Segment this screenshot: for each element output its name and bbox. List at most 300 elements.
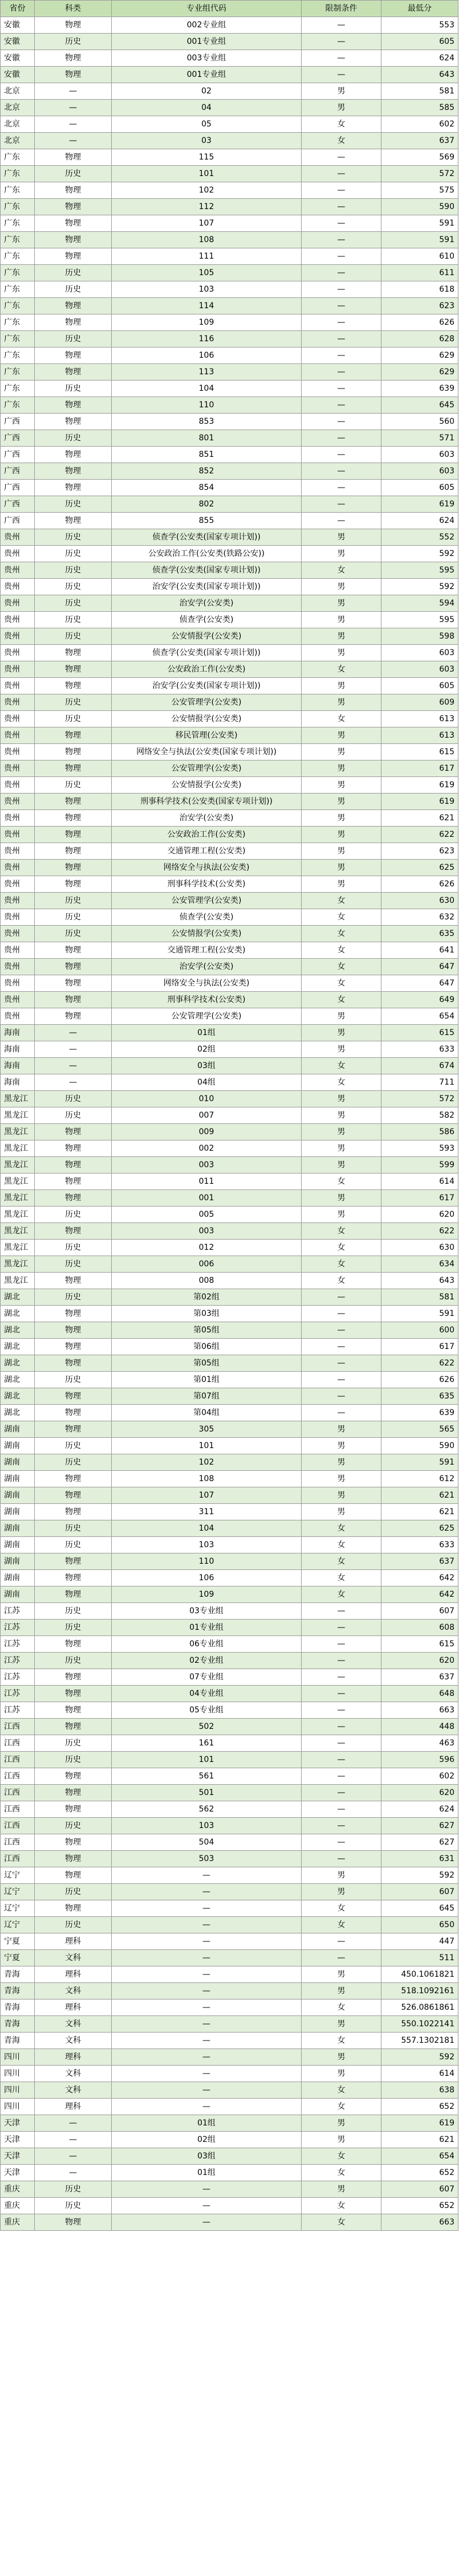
min-score-cell: 642 [381, 1587, 458, 1603]
table-row [1, 1537, 458, 1553]
subject-cell: 物理 [35, 744, 112, 760]
province-cell: 安徽 [1, 50, 35, 67]
major-group-cell: 107 [112, 215, 302, 232]
restriction-cell: 男 [302, 83, 381, 100]
province-cell: 海南 [1, 1041, 35, 1058]
restriction-cell: 女 [302, 926, 381, 942]
restriction-cell: 男 [302, 2049, 381, 2066]
min-score-cell: 645 [381, 397, 458, 414]
subject-cell: 物理 [35, 347, 112, 364]
min-score-cell: 603 [381, 661, 458, 678]
major-group-cell: 501 [112, 1785, 302, 1801]
major-group-cell: 03组 [112, 2148, 302, 2165]
major-group-cell: 107 [112, 1487, 302, 1504]
restriction-cell: 男 [302, 876, 381, 893]
subject-cell: 历史 [35, 166, 112, 182]
major-group-cell: 113 [112, 364, 302, 381]
table-row [1, 1008, 458, 1025]
subject-cell: 物理 [35, 1405, 112, 1421]
province-cell: 天津 [1, 2165, 35, 2181]
major-group-cell: 504 [112, 1834, 302, 1851]
major-group-cell: 刑事科学技术(公安类) [112, 876, 302, 893]
min-score-cell: 629 [381, 364, 458, 381]
restriction-cell: — [302, 1669, 381, 1686]
major-group-cell: 002 [112, 1140, 302, 1157]
subject-cell: 历史 [35, 926, 112, 942]
table-row [1, 628, 458, 645]
table-row [1, 1372, 458, 1388]
restriction-cell: — [302, 1834, 381, 1851]
restriction-cell: 女 [302, 116, 381, 133]
restriction-cell: 男 [302, 1454, 381, 1471]
table-row [1, 595, 458, 612]
min-score-cell: 526.0861861 [381, 2000, 458, 2016]
min-score-cell: 607 [381, 1884, 458, 1900]
major-group-cell: — [112, 2082, 302, 2099]
restriction-cell: — [302, 1636, 381, 1653]
table-row [1, 2099, 458, 2115]
province-cell: 黑龙江 [1, 1240, 35, 1256]
major-group-cell: 第04组 [112, 1405, 302, 1421]
table-row [1, 2214, 458, 2231]
major-group-cell: 第05组 [112, 1355, 302, 1372]
major-group-cell: — [112, 2016, 302, 2033]
table-row [1, 314, 458, 331]
province-cell: 湖南 [1, 1553, 35, 1570]
subject-cell: 物理 [35, 1306, 112, 1322]
major-group-cell: 009 [112, 1124, 302, 1140]
major-group-cell: 公安管理学(公安类) [112, 1008, 302, 1025]
major-group-cell: 公安管理学(公安类) [112, 760, 302, 777]
table-body [1, 17, 458, 2231]
province-cell: 黑龙江 [1, 1107, 35, 1124]
restriction-cell: — [302, 265, 381, 281]
province-cell: 湖北 [1, 1388, 35, 1405]
major-group-cell: 853 [112, 414, 302, 430]
major-group-cell: 治安学(公安类) [112, 959, 302, 975]
province-cell: 天津 [1, 2148, 35, 2165]
min-score-cell: 448 [381, 1719, 458, 1735]
min-score-cell: 633 [381, 1041, 458, 1058]
province-cell: 广西 [1, 463, 35, 480]
restriction-cell: 男 [302, 727, 381, 744]
subject-cell: 文科 [35, 1950, 112, 1966]
table-row [1, 1388, 458, 1405]
province-cell: 重庆 [1, 2214, 35, 2231]
major-group-cell: 852 [112, 463, 302, 480]
restriction-cell: 女 [302, 1058, 381, 1074]
major-group-cell: 01组 [112, 2165, 302, 2181]
major-group-cell: 02 [112, 83, 302, 100]
major-group-cell: 115 [112, 149, 302, 166]
table-row [1, 926, 458, 942]
restriction-cell: 男 [302, 810, 381, 827]
major-group-cell: 02专业组 [112, 1653, 302, 1669]
min-score-cell: 591 [381, 1454, 458, 1471]
min-score-cell: 625 [381, 1520, 458, 1537]
restriction-cell: 男 [302, 1091, 381, 1107]
major-group-cell: 网络安全与执法(公安类(国家专项计划)) [112, 744, 302, 760]
min-score-cell: 615 [381, 1025, 458, 1041]
subject-cell: 历史 [35, 331, 112, 347]
table-row [1, 1686, 458, 1702]
restriction-cell: 男 [302, 2115, 381, 2132]
min-score-cell: 624 [381, 50, 458, 67]
restriction-cell: 女 [302, 562, 381, 579]
province-cell: 江西 [1, 1801, 35, 1818]
table-row [1, 1917, 458, 1933]
table-row [1, 975, 458, 992]
restriction-cell: — [302, 1603, 381, 1620]
min-score-cell: 654 [381, 2148, 458, 2165]
min-score-cell: 648 [381, 1686, 458, 1702]
table-row [1, 1223, 458, 1240]
province-cell: 贵州 [1, 876, 35, 893]
province-cell: 贵州 [1, 942, 35, 959]
min-score-cell: 592 [381, 579, 458, 595]
subject-cell: 历史 [35, 1289, 112, 1306]
restriction-cell: 女 [302, 1173, 381, 1190]
subject-cell: 文科 [35, 2033, 112, 2049]
min-score-cell: 602 [381, 116, 458, 133]
restriction-cell: 女 [302, 975, 381, 992]
restriction-cell: — [302, 314, 381, 331]
province-cell: 贵州 [1, 661, 35, 678]
subject-cell: 物理 [35, 843, 112, 860]
major-group-cell: 第07组 [112, 1388, 302, 1405]
table-row [1, 645, 458, 661]
restriction-cell: 女 [302, 661, 381, 678]
subject-cell: 物理 [35, 232, 112, 248]
province-cell: 北京 [1, 100, 35, 116]
restriction-cell: 男 [302, 1884, 381, 1900]
min-score-cell: 608 [381, 1620, 458, 1636]
province-cell: 江苏 [1, 1620, 35, 1636]
table-row [1, 1570, 458, 1587]
table-row [1, 1322, 458, 1339]
subject-cell: 物理 [35, 1388, 112, 1405]
min-score-cell: 641 [381, 942, 458, 959]
restriction-cell: — [302, 381, 381, 397]
province-cell: 湖南 [1, 1587, 35, 1603]
restriction-cell: — [302, 1322, 381, 1339]
restriction-cell: 男 [302, 645, 381, 661]
table-row [1, 364, 458, 381]
restriction-cell: — [302, 1306, 381, 1322]
province-cell: 贵州 [1, 579, 35, 595]
province-cell: 江苏 [1, 1686, 35, 1702]
province-cell: 湖南 [1, 1421, 35, 1438]
major-group-cell: 公安情报学(公安类) [112, 777, 302, 794]
subject-cell: 物理 [35, 1421, 112, 1438]
table-row [1, 893, 458, 909]
province-cell: 贵州 [1, 595, 35, 612]
subject-cell: 物理 [35, 1355, 112, 1372]
province-cell: 黑龙江 [1, 1190, 35, 1207]
min-score-cell: 663 [381, 1702, 458, 1719]
major-group-cell: 002专业组 [112, 17, 302, 34]
min-score-cell: 635 [381, 926, 458, 942]
major-group-cell: — [112, 2198, 302, 2214]
min-score-cell: 511 [381, 1950, 458, 1966]
min-score-cell: 571 [381, 430, 458, 447]
min-score-cell: 593 [381, 1140, 458, 1157]
province-cell: 湖南 [1, 1438, 35, 1454]
min-score-cell: 552 [381, 529, 458, 546]
restriction-cell: 女 [302, 992, 381, 1008]
min-score-cell: 569 [381, 149, 458, 166]
table-row [1, 248, 458, 265]
table-row [1, 1884, 458, 1900]
min-score-cell: 663 [381, 2214, 458, 2231]
restriction-cell: 男 [302, 760, 381, 777]
subject-cell: 历史 [35, 265, 112, 281]
major-group-cell: 公安情报学(公安类) [112, 628, 302, 645]
subject-cell: 物理 [35, 298, 112, 314]
restriction-cell: 女 [302, 893, 381, 909]
restriction-cell: 男 [302, 1421, 381, 1438]
min-score-cell: 631 [381, 1851, 458, 1867]
subject-cell: 历史 [35, 1537, 112, 1553]
major-group-cell: 106 [112, 347, 302, 364]
table-row [1, 661, 458, 678]
major-group-cell: 105 [112, 265, 302, 281]
table-row [1, 1768, 458, 1785]
subject-cell: 历史 [35, 694, 112, 711]
restriction-cell: — [302, 1339, 381, 1355]
restriction-cell: — [302, 331, 381, 347]
province-cell: 重庆 [1, 2198, 35, 2214]
major-group-cell: 111 [112, 248, 302, 265]
major-group-cell: 102 [112, 1454, 302, 1471]
table-row [1, 1636, 458, 1653]
province-cell: 江苏 [1, 1653, 35, 1669]
subject-cell: 历史 [35, 1372, 112, 1388]
restriction-cell: 女 [302, 1553, 381, 1570]
min-score-cell: 652 [381, 2099, 458, 2115]
subject-cell: 物理 [35, 414, 112, 430]
table-row [1, 2016, 458, 2033]
table-row [1, 1620, 458, 1636]
province-cell: 贵州 [1, 827, 35, 843]
min-score-cell: 624 [381, 513, 458, 529]
subject-cell: 物理 [35, 992, 112, 1008]
table-row [1, 992, 458, 1008]
restriction-cell: 男 [302, 1190, 381, 1207]
subject-cell: 物理 [35, 314, 112, 331]
subject-cell: 历史 [35, 1620, 112, 1636]
min-score-cell: 592 [381, 2049, 458, 2066]
subject-cell: — [35, 1058, 112, 1074]
subject-cell: 物理 [35, 1702, 112, 1719]
major-group-cell: 交通管理工程(公安类) [112, 942, 302, 959]
table-row [1, 1421, 458, 1438]
major-group-cell: 001专业组 [112, 34, 302, 50]
min-score-cell: 605 [381, 678, 458, 694]
subject-cell: 物理 [35, 447, 112, 463]
restriction-cell: — [302, 1686, 381, 1702]
subject-cell: 物理 [35, 794, 112, 810]
restriction-cell: 男 [302, 595, 381, 612]
table-row [1, 612, 458, 628]
table-row [1, 1553, 458, 1570]
min-score-cell: 639 [381, 1405, 458, 1421]
subject-cell: 物理 [35, 397, 112, 414]
min-score-cell: 591 [381, 215, 458, 232]
restriction-cell: — [302, 17, 381, 34]
subject-cell: 物理 [35, 1157, 112, 1173]
subject-cell: 物理 [35, 1669, 112, 1686]
subject-cell: 物理 [35, 1008, 112, 1025]
province-cell: 辽宁 [1, 1900, 35, 1917]
table-row [1, 1124, 458, 1140]
province-cell: 湖北 [1, 1339, 35, 1355]
subject-cell: 物理 [35, 661, 112, 678]
major-group-cell: 公安情报学(公安类) [112, 926, 302, 942]
major-group-cell: — [112, 1983, 302, 2000]
table-header [1, 1, 458, 17]
restriction-cell: 男 [302, 100, 381, 116]
min-score-cell: 619 [381, 777, 458, 794]
min-score-cell: 602 [381, 1768, 458, 1785]
table-row [1, 1867, 458, 1884]
table-row [1, 116, 458, 133]
min-score-cell: 581 [381, 83, 458, 100]
table-row [1, 1289, 458, 1306]
table-row [1, 2148, 458, 2165]
major-group-cell: 103 [112, 1537, 302, 1553]
subject-cell: 历史 [35, 711, 112, 727]
min-score-cell: 612 [381, 1471, 458, 1487]
restriction-cell: 男 [302, 2066, 381, 2082]
min-score-cell: 626 [381, 876, 458, 893]
subject-cell: 物理 [35, 513, 112, 529]
major-group-cell: 561 [112, 1768, 302, 1785]
min-score-cell: 647 [381, 959, 458, 975]
major-group-cell: 07专业组 [112, 1669, 302, 1686]
subject-cell: 物理 [35, 1504, 112, 1520]
table-row [1, 1454, 458, 1471]
min-score-cell: 591 [381, 232, 458, 248]
province-cell: 北京 [1, 133, 35, 149]
table-row [1, 496, 458, 513]
restriction-cell: 男 [302, 529, 381, 546]
province-cell: 湖南 [1, 1487, 35, 1504]
restriction-cell: 男 [302, 794, 381, 810]
subject-cell: 文科 [35, 2016, 112, 2033]
min-score-cell: 711 [381, 1074, 458, 1091]
major-group-cell: 109 [112, 314, 302, 331]
restriction-cell: — [302, 513, 381, 529]
restriction-cell: 男 [302, 694, 381, 711]
min-score-cell: 607 [381, 2181, 458, 2198]
province-cell: 广东 [1, 215, 35, 232]
subject-cell: 物理 [35, 1273, 112, 1289]
restriction-cell: — [302, 1702, 381, 1719]
subject-cell: 历史 [35, 281, 112, 298]
restriction-cell: 男 [302, 1471, 381, 1487]
subject-cell: — [35, 100, 112, 116]
subject-cell: 历史 [35, 1603, 112, 1620]
min-score-cell: 628 [381, 331, 458, 347]
restriction-cell: — [302, 1289, 381, 1306]
subject-cell: 物理 [35, 860, 112, 876]
province-cell: 江西 [1, 1785, 35, 1801]
major-group-cell: — [112, 1867, 302, 1884]
min-score-cell: 582 [381, 1107, 458, 1124]
table-row [1, 1520, 458, 1537]
table-row [1, 711, 458, 727]
major-group-cell: 502 [112, 1719, 302, 1735]
subject-cell: 历史 [35, 612, 112, 628]
min-score-cell: 575 [381, 182, 458, 199]
province-cell: 贵州 [1, 794, 35, 810]
major-group-cell: 855 [112, 513, 302, 529]
province-cell: 重庆 [1, 2181, 35, 2198]
restriction-cell: — [302, 1933, 381, 1950]
min-score-cell: 629 [381, 347, 458, 364]
restriction-cell: — [302, 1620, 381, 1636]
province-cell: 广东 [1, 182, 35, 199]
province-cell: 天津 [1, 2115, 35, 2132]
province-cell: 湖南 [1, 1454, 35, 1471]
major-group-cell: — [112, 2049, 302, 2066]
subject-cell: 历史 [35, 1256, 112, 1273]
table-row [1, 1041, 458, 1058]
table-row [1, 1851, 458, 1867]
restriction-cell: 女 [302, 1223, 381, 1240]
subject-cell: 历史 [35, 909, 112, 926]
province-cell: 湖南 [1, 1471, 35, 1487]
province-cell: 黑龙江 [1, 1207, 35, 1223]
min-score-cell: 627 [381, 1834, 458, 1851]
major-group-cell: 侦查学(公安类) [112, 909, 302, 926]
restriction-cell: 女 [302, 1900, 381, 1917]
min-score-cell: 622 [381, 1355, 458, 1372]
table-row [1, 1983, 458, 2000]
subject-cell: 历史 [35, 562, 112, 579]
min-score-cell: 642 [381, 1570, 458, 1587]
subject-cell: 历史 [35, 1107, 112, 1124]
major-group-cell: 侦查学(公安类(国家专项计划)) [112, 645, 302, 661]
min-score-cell: 610 [381, 248, 458, 265]
province-cell: 贵州 [1, 612, 35, 628]
subject-cell: 物理 [35, 1124, 112, 1140]
province-cell: 贵州 [1, 1008, 35, 1025]
min-score-cell: 607 [381, 1603, 458, 1620]
province-cell: 贵州 [1, 860, 35, 876]
table-row [1, 760, 458, 777]
table-row [1, 1140, 458, 1157]
table-row [1, 2082, 458, 2099]
province-cell: 江西 [1, 1735, 35, 1752]
major-group-cell: 侦查学(公安类(国家专项计划)) [112, 529, 302, 546]
major-group-cell: 第05组 [112, 1322, 302, 1339]
restriction-cell: 女 [302, 711, 381, 727]
table-row [1, 265, 458, 281]
major-group-cell: 104 [112, 381, 302, 397]
major-group-cell: — [112, 1900, 302, 1917]
restriction-cell: 女 [302, 1256, 381, 1273]
subject-cell: 物理 [35, 727, 112, 744]
major-group-cell: 网络安全与执法(公安类) [112, 860, 302, 876]
min-score-cell: 619 [381, 794, 458, 810]
province-cell: 广西 [1, 496, 35, 513]
table-row [1, 2132, 458, 2148]
province-cell: 广东 [1, 397, 35, 414]
table-row [1, 133, 458, 149]
table-row [1, 1025, 458, 1041]
